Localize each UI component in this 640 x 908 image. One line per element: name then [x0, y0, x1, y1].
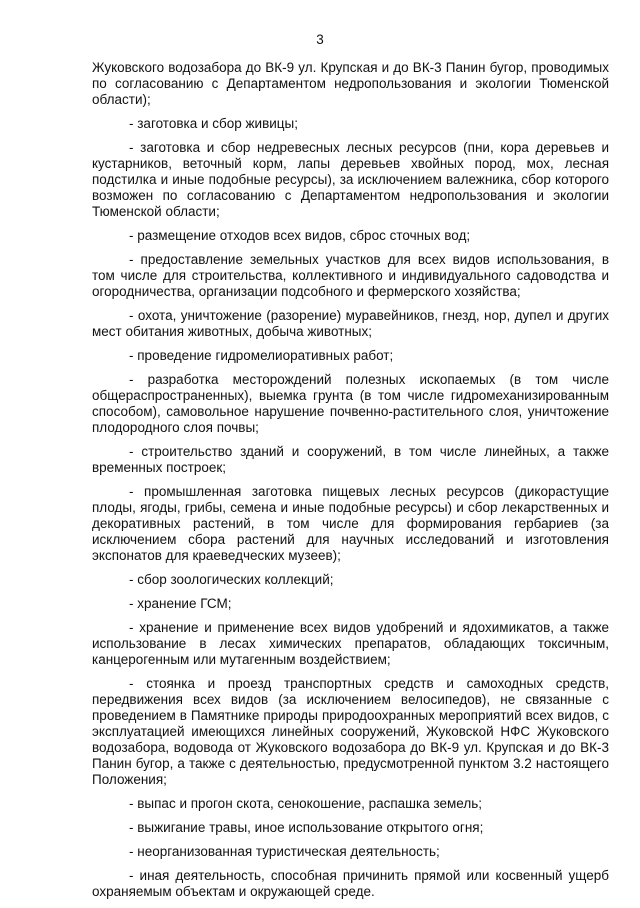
document-body	[92, 60, 609, 908]
list-item-hydro-reclamation: - проведение гидромелиоративных работ;	[129, 348, 394, 363]
list-item-construction: - строительство зданий и сооружений, в том числе линейных, а также временных построек;	[92, 444, 609, 475]
list-item-mineral-extraction: - разработка месторождений полезных ископаемых (в том числе общераспространенных), выемка грунта (в том числе гидромеханизированным способом), самовольное нарушение почвенно-растительного слоя, уничтожение плодородного слоя почвы;	[92, 372, 609, 435]
list-item-vehicles: - стоянка и проезд транспортных средств и самоходных средств, передвижения всех видов (за исключением велосипедов), не связанные с проведением в Памятнике природы природоохранных мероприятий всех видов, с эксплуатацией имеющихся линейных сооружений, Жуковской НФС Жуковского водозабора, водовода от Жуковского водозабора до ВК-9 ул. Крупская и до ВК-3 Панин бугор, а также с деятельностью, предусмотренной пунктом 3.2 настоящего Положения;	[92, 676, 609, 787]
continued-paragraph: Жуковского водозабора до ВК-9 ул. Крупская и до ВК-3 Панин бугор, проводимых по согласованию с Департаментом недропользования и экологии Тюменской области);	[92, 60, 609, 107]
list-item-resin: - заготовка и сбор живицы;	[129, 116, 298, 131]
list-item-grazing: - выпас и прогон скота, сенокошение, распашка земель;	[129, 796, 483, 811]
page-number: 3	[316, 32, 324, 47]
list-item-fertilizers: - хранение и применение всех видов удобрений и ядохимикатов, а также использование в лесах химических препаратов, обладающих токсичным, канцерогенным или мутагенным воздействием;	[92, 620, 609, 667]
list-item-fuel-storage: - хранение ГСМ;	[129, 596, 232, 611]
list-item-burning: - выжигание травы, иное использование открытого огня;	[129, 820, 484, 835]
list-item-zoological-collections: - сбор зоологических коллекций;	[129, 572, 334, 587]
list-item-non-timber-resources: - заготовка и сбор недревесных лесных ресурсов (пни, кора деревьев и кустарников, веточный корм, лапы деревьев хвойных пород, мох, лесная подстилка и иные подобные ресурсы), за исключением валежника, сбор которого возможен по согласованию с Департаментом недропользования и экологии Тюменской области;	[92, 140, 609, 219]
list-item-hunting: - охота, уничтожение (разорение) муравейников, гнезд, нор, дупел и других мест обитания животных, добыча животных;	[92, 308, 609, 339]
list-item-food-resources: - промышленная заготовка пищевых лесных ресурсов (дикорастущие плоды, ягоды, грибы, семена и иные подобные ресурсы) и сбор лекарственных и декоративных растений, в том числе для формирования гербариев (за исключением сбора растений для научных исследований и изготовления экспонатов для краеведческих музеев);	[92, 484, 609, 563]
list-item-waste-disposal: - размещение отходов всех видов, сброс сточных вод;	[129, 228, 471, 243]
list-item-tourism: - неорганизованная туристическая деятельность;	[129, 844, 440, 859]
list-item-other-activity: - иная деятельность, способная причинить прямой или косвенный ущерб охраняемым объектам и окружающей среде.	[92, 868, 609, 899]
list-item-land-allocation: - предоставление земельных участков для всех видов использования, в том числе для строительства, коллективного и индивидуального садоводства и огородничества, организации подсобного и фермерского хозяйства;	[92, 252, 609, 299]
